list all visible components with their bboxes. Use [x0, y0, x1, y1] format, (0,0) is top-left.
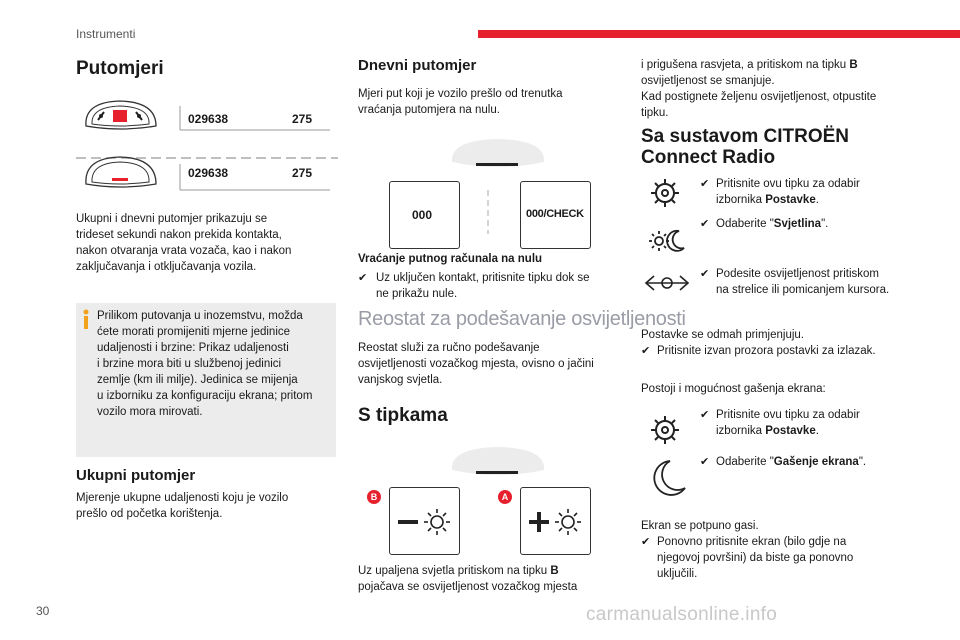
step-open-settings-2: ✔ Pritisnite ovu tipku za odabir izbornika Postavke. [700, 409, 860, 437]
trip-odometer-text: Mjeri put koji je vozilo prešlo od trenutka vraćanja putomjera na nulu. [358, 88, 563, 116]
steering-column-icon-2 [448, 444, 548, 484]
moon-icon [648, 458, 688, 498]
connect-radio-heading: Sa sustavom CITROËN Connect Radio [641, 126, 849, 168]
reostat-heading: Reostat za podešavanje osvijetljenosti [358, 308, 686, 330]
brightness-sun-moon-icon [646, 226, 686, 256]
odometer-illustration-1 [80, 96, 340, 138]
steering-column-icon [448, 136, 548, 176]
slider-arrows-icon [644, 270, 690, 296]
page-number: 30 [36, 604, 50, 618]
brightness-decrease-button [389, 487, 460, 555]
section-header: Instrumenti [76, 27, 136, 41]
step-select-brightness: ✔ Odaberite "Svjetlina". [700, 218, 829, 230]
button-label-000-check: 000/CHECK [526, 208, 584, 220]
step-adjust-brightness: ✔ Podesite osvijetljenost pritiskom na strelice ili pomicanjem kursora. [700, 268, 890, 296]
total-odometer-heading: Ukupni putomjer [76, 467, 196, 484]
screen-off-text: Postoji i mogućnost gašenja ekrana: [641, 383, 826, 395]
reset-bullet: ✔ Uz uključen kontakt, pritisnite tipku dok se ne prikažu nule. [358, 272, 590, 300]
total-odometer-text: Mjerenje ukupne udaljenosti koju je vozilo prešlo od početka korištenja. [76, 492, 289, 520]
odometer-trip-1: 275 [292, 112, 313, 126]
settings-gear-icon-2 [648, 413, 682, 447]
header-accent-bar [478, 30, 960, 38]
settings-gear-icon [648, 176, 682, 210]
odometer-illustration-2 [80, 152, 340, 196]
label-a-marker: A [498, 490, 512, 504]
keys-heading: S tipkama [358, 405, 448, 426]
step-select-screen-off: ✔ Odaberite "Gašenje ekrana". [700, 456, 867, 468]
trip-odometer-heading: Dnevni putomjer [358, 57, 477, 74]
brightness-continued-text: i prigušena rasvjeta, a pritiskom na tipku B osvijetljenost se smanjuje. Kad postignete željenu osvijetljenost, otpustite tipku. [641, 59, 877, 119]
trip-reset-button-right [520, 181, 591, 249]
brightness-increase-button [520, 487, 591, 555]
reostat-text: Reostat služi za ručno podešavanje osvijetljenosti vozačkog mjesta, ovisno o jačini vanjskog svjetla. [358, 342, 594, 386]
odometer-total-2: 029638 [188, 166, 229, 180]
plus-sun-icon [521, 488, 590, 554]
button-label-000: 000 [412, 208, 433, 222]
reset-heading: Vraćanje putnog računala na nulu [358, 253, 543, 265]
section-title-putomjeri: Putomjeri [76, 58, 164, 79]
settings-applied-text: Postavke se odmah primjenjuju. ✔ Pritisnite izvan prozora postavki za izlazak. [641, 329, 876, 357]
odometer-trip-2: 275 [292, 166, 313, 180]
dashed-separator [487, 190, 489, 234]
minus-sun-icon [390, 488, 459, 554]
odometer-intro-text: Ukupni i dnevni putomjer prikazuju se trideset sekundi nakon prekida kontakta, nakon otvaranja vrata vozača, kao i nakon zaključavanja i otključavanja vozila. [76, 213, 292, 273]
odometer-total-1: 029638 [188, 112, 229, 126]
step-open-settings: ✔ Pritisnite ovu tipku za odabir izbornika Postavke. [700, 178, 860, 206]
dashed-divider [76, 146, 338, 148]
watermark: carmanualsonline.info [586, 604, 778, 625]
label-b-marker: B [367, 490, 381, 504]
trip-reset-button-left [389, 181, 460, 249]
info-text: Prilikom putovanja u inozemstvu, možda ćete morati promijeniti mjerne jedinice udaljenosti i brzine: Prikaz udaljenosti i brzine mora biti u službenoj jedinici zemlje (km ili milje). Jedinica se mijenja u izborniku za konfiguraciju ekrana; pritom vozilo mora mirovati. [97, 310, 313, 418]
arrow-bullet-icon: ✔ [358, 272, 368, 284]
screen-off-result: Ekran se potpuno gasi. ✔ Ponovno pritisnite ekran (bilo gdje na njegovoj površini) da biste ga ponovno uključili. [641, 520, 854, 580]
brightness-key-text: Uz upaljena svjetla pritiskom na tipku B pojačava se osvijetljenost vozačkog mjesta [358, 565, 578, 593]
info-icon [82, 309, 90, 329]
